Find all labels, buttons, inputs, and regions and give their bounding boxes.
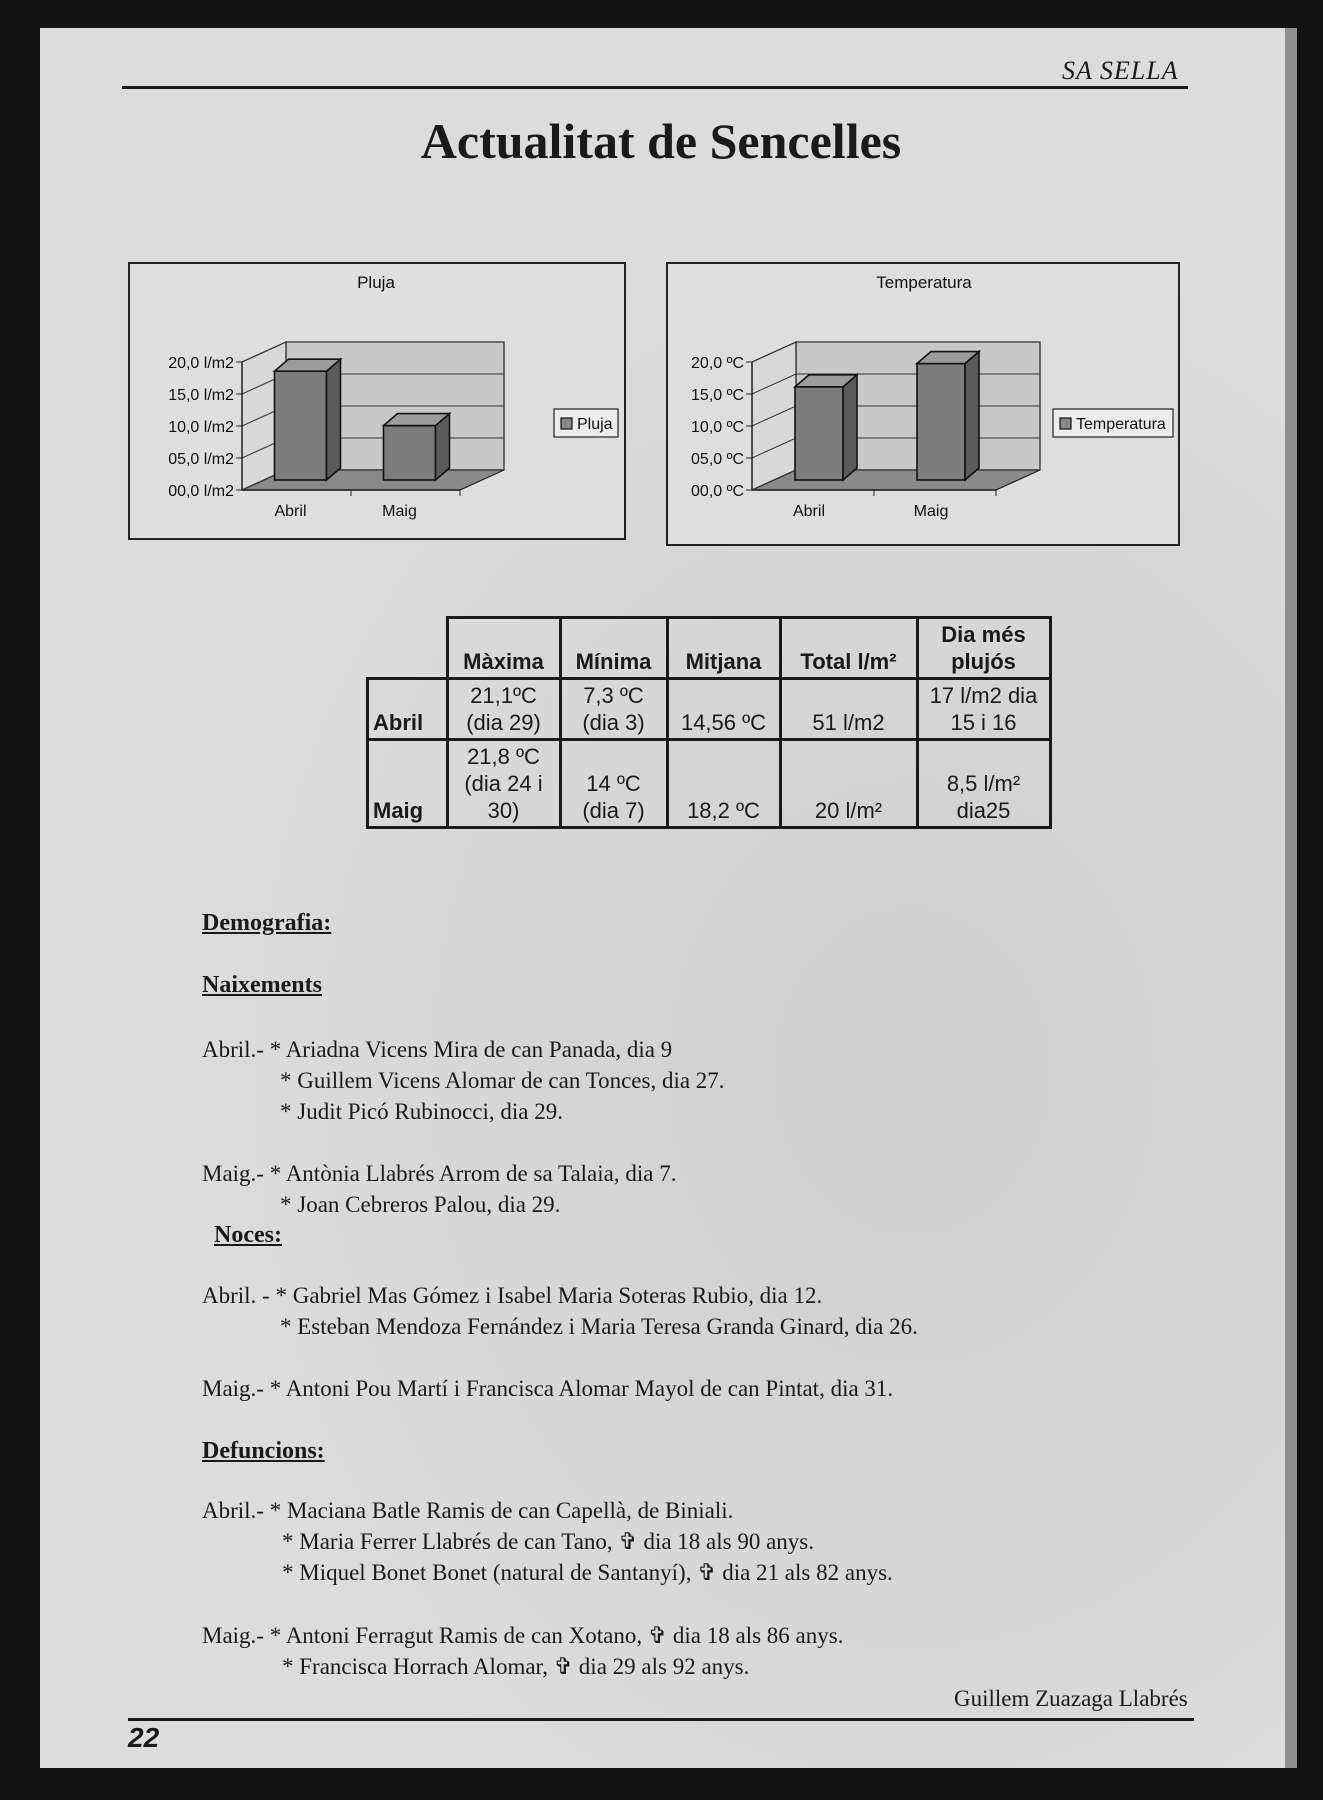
table-corner bbox=[368, 618, 448, 679]
birth-line: * Joan Cebreros Palou, dia 29. bbox=[280, 1192, 561, 1217]
cell-abril-mitjana: 14,56 ºC bbox=[667, 679, 780, 740]
bar-side-abril bbox=[843, 375, 857, 480]
chart-temperatura-svg bbox=[668, 264, 1178, 544]
footer-rule bbox=[128, 1718, 1194, 1721]
y-tick-label: 20,0 l/m2 bbox=[168, 355, 234, 372]
death-line: * Maria Ferrer Llabrés de can Tano, ✞ dia 18 als 90 anys. bbox=[282, 1529, 815, 1554]
y-tick-label: 15,0 l/m2 bbox=[168, 387, 234, 404]
bar-front-maig bbox=[917, 364, 965, 480]
y-tick-label: 15,0 ºC bbox=[691, 387, 744, 404]
death-line: * Francisca Horrach Alomar, ✞ dia 29 als 92 anys. bbox=[282, 1654, 750, 1679]
y-tick-label: 10,0 l/m2 bbox=[168, 419, 234, 436]
x-category-label: Abril bbox=[274, 503, 307, 520]
death-line: * Miquel Bonet Bonet (natural de Santanyí), ✞ dia 21 als 82 anys. bbox=[282, 1560, 893, 1585]
bar-side-abril bbox=[327, 359, 341, 480]
legend-swatch bbox=[1060, 418, 1071, 429]
cell-maig-dia: 8,5 l/m² dia25 bbox=[917, 740, 1050, 828]
chart-title: Pluja bbox=[357, 273, 395, 292]
x-category-label: Maig bbox=[382, 503, 417, 520]
birth-line: * Judit Picó Rubinocci, dia 29. bbox=[280, 1099, 564, 1124]
header-rule bbox=[122, 86, 1188, 89]
y-tick-label: 00,0 l/m2 bbox=[168, 483, 234, 500]
legend-swatch bbox=[561, 418, 572, 429]
section-defuncions: Defuncions: bbox=[202, 1438, 325, 1464]
y-tick-label: 20,0 ºC bbox=[691, 355, 744, 372]
table-header-row bbox=[368, 618, 1051, 679]
y-tick-label: 00,0 ºC bbox=[691, 483, 744, 500]
header-total: Total l/m² bbox=[780, 618, 917, 679]
cell-abril-total: 51 l/m2 bbox=[780, 679, 917, 740]
row-label-abril: Abril bbox=[368, 679, 448, 740]
death-line: Abril.- * Maciana Batle Ramis de can Capellà, de Biniali. bbox=[202, 1498, 734, 1523]
section-noces: Noces: bbox=[214, 1222, 282, 1248]
wedding-line: Abril. - * Gabriel Mas Gómez i Isabel Maria Soteras Rubio, dia 12. bbox=[202, 1283, 823, 1308]
table-row bbox=[368, 740, 1051, 828]
weather-table bbox=[366, 616, 1052, 829]
birth-line: Maig.- * Antònia Llabrés Arrom de sa Talaia, dia 7. bbox=[202, 1161, 677, 1186]
page-edge bbox=[1285, 28, 1297, 1768]
cell-maig-maxima: 21,8 ºC (dia 24 i 30) bbox=[447, 740, 560, 828]
table-row bbox=[368, 679, 1051, 740]
header-mitjana: Mitjana bbox=[667, 618, 780, 679]
chart-temperatura bbox=[666, 262, 1180, 546]
legend-label: Pluja bbox=[577, 416, 613, 433]
cell-maig-total: 20 l/m² bbox=[780, 740, 917, 828]
cell-abril-dia: 17 l/m2 dia 15 i 16 bbox=[917, 679, 1050, 740]
bar-front-maig bbox=[384, 426, 436, 480]
y-tick-label: 05,0 ºC bbox=[691, 451, 744, 468]
cell-abril-minima: 7,3 ºC (dia 3) bbox=[560, 679, 667, 740]
x-category-label: Maig bbox=[913, 503, 949, 520]
chart-pluja bbox=[128, 262, 626, 540]
chart-title: Temperatura bbox=[876, 273, 972, 292]
page-title: Actualitat de Sencelles bbox=[420, 113, 902, 169]
cell-abril-maxima: 21,1ºC (dia 29) bbox=[447, 679, 560, 740]
header-dia: Dia més plujós bbox=[917, 618, 1050, 679]
x-category-label: Abril bbox=[792, 503, 826, 520]
header-maxima: Màxima bbox=[447, 618, 560, 679]
y-tick-label: 05,0 l/m2 bbox=[168, 451, 234, 468]
bar-side-maig bbox=[965, 352, 979, 480]
y-tick-label: 10,0 ºC bbox=[691, 419, 744, 436]
wedding-line: Maig.- * Antoni Pou Martí i Francisca Alomar Mayol de can Pintat, dia 31. bbox=[202, 1376, 894, 1401]
row-label-maig: Maig bbox=[368, 740, 448, 828]
birth-line: * Guillem Vicens Alomar de can Tonces, dia 27. bbox=[280, 1068, 725, 1093]
cell-maig-minima: 14 ºC (dia 7) bbox=[560, 740, 667, 828]
bar-front-abril bbox=[275, 371, 327, 480]
wedding-line: * Esteban Mendoza Fernández i Maria Teresa Granda Ginard, dia 26. bbox=[280, 1314, 918, 1339]
page-number: 22 bbox=[128, 1722, 160, 1753]
birth-line: Abril.- * Ariadna Vicens Mira de can Panada, dia 9 bbox=[202, 1037, 673, 1062]
section-naixements: Naixements bbox=[202, 972, 322, 998]
author-signature: Guillem Zuazaga Llabrés bbox=[954, 1686, 1188, 1711]
death-line: Maig.- * Antoni Ferragut Ramis de can Xotano, ✞ dia 18 als 86 anys. bbox=[202, 1623, 844, 1648]
cell-maig-mitjana: 18,2 ºC bbox=[667, 740, 780, 828]
legend-label: Temperatura bbox=[1076, 416, 1166, 433]
header-minima: Mínima bbox=[560, 618, 667, 679]
bar-front-abril bbox=[795, 387, 843, 480]
header-label: SA SELLA bbox=[1062, 56, 1179, 85]
chart-pluja-svg bbox=[130, 264, 624, 538]
section-demografia: Demografia: bbox=[202, 910, 332, 936]
